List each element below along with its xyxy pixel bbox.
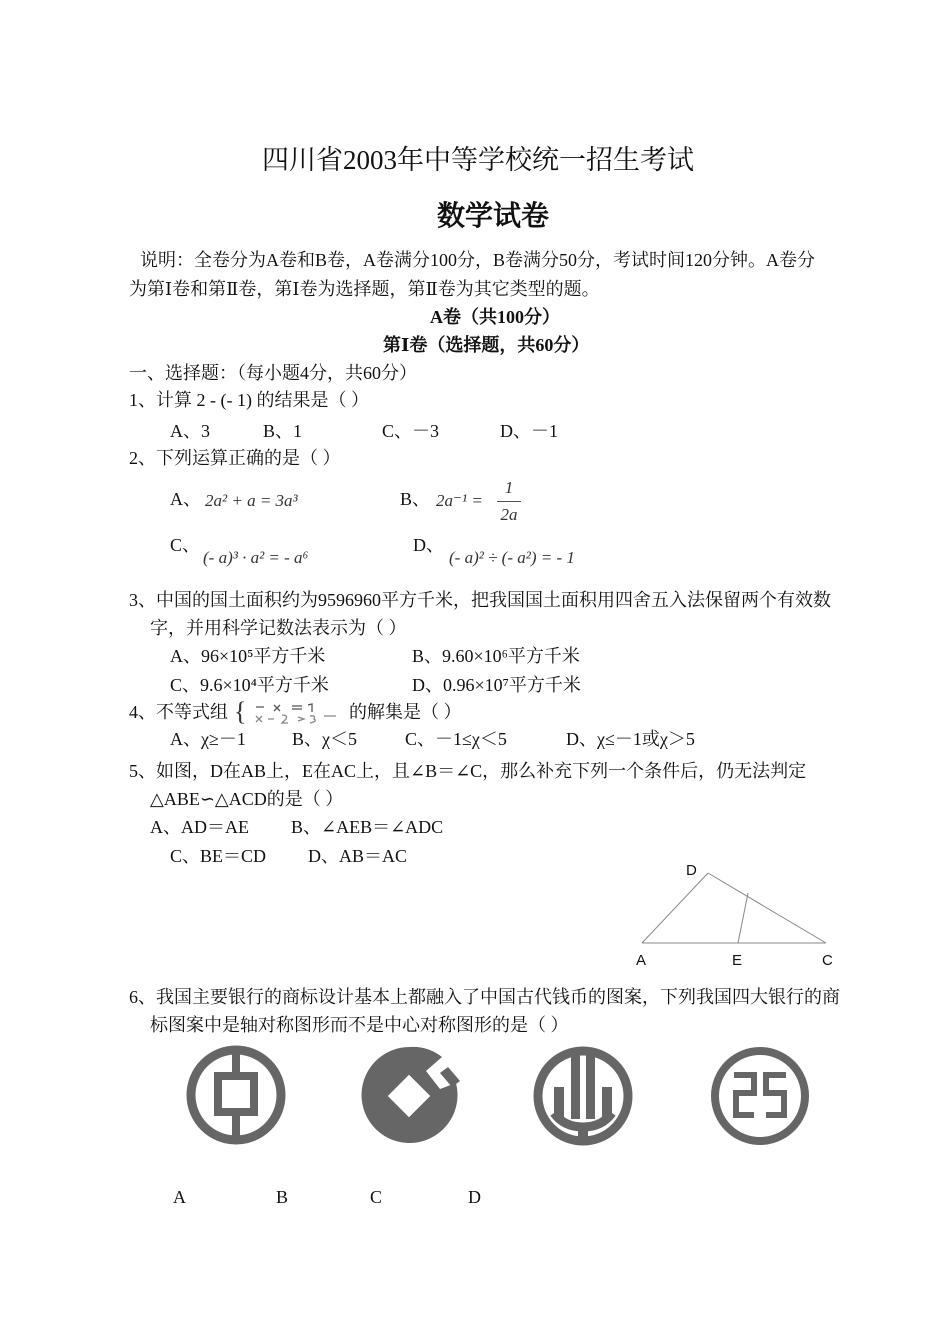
part-1-heading: 第Ⅰ卷（选择题，共60分） — [383, 335, 590, 355]
q6-stem-line-1: 6、我国主要银行的商标设计基本上都融入了中国古代钱币的图案，下列我国四大银行的商 — [129, 987, 840, 1007]
inequality-system-brace: { — [234, 697, 247, 726]
fraction-bar — [497, 501, 521, 502]
section-a-heading: A卷（共100分） — [430, 307, 560, 327]
q4-option-a: A、χ≥－1 — [170, 729, 246, 749]
logo-label-a: A — [173, 1187, 186, 1207]
intro-line-1: 说明：全卷分为A卷和B卷，A卷满分100分，B卷满分50分，考试时间120分钟。A卷分 — [140, 250, 816, 270]
q3-stem-line-2: 字，并用科学记数法表示为（ ） — [150, 618, 407, 638]
logo-label-d: D — [468, 1187, 481, 1207]
q4-stem-prefix: 4、不等式组 — [129, 702, 228, 722]
q5-option-c: C、BE＝CD — [170, 846, 267, 866]
q3-option-d: D、0.96×10⁷平方千米 — [412, 675, 581, 695]
q1-option-d: D、－1 — [500, 421, 558, 441]
q1-option-c: C、－3 — [382, 421, 440, 441]
figure-label-a: A — [636, 952, 647, 969]
logo-label-b: B — [276, 1187, 289, 1207]
q2-option-c-label: C、 — [170, 535, 201, 555]
q4-option-b: B、χ＜5 — [292, 729, 357, 749]
q1-stem: 1、计算 2 - (- 1) 的结果是（ ） — [129, 390, 369, 410]
q1-option-a: A、3 — [170, 421, 210, 441]
q2-option-b-expr: 2a⁻¹ = — [436, 491, 483, 510]
section-heading: 一、选择题：（每小题4分，共60分） — [129, 363, 417, 383]
inequality-system-graphic — [252, 702, 348, 724]
exam-title: 四川省2003年中等学校统一招生考试 — [262, 145, 694, 175]
q4-option-d: D、χ≤－1或χ＞5 — [566, 729, 695, 749]
exam-subtitle: 数学试卷 — [437, 201, 550, 232]
q2-option-a-expr: 2a² + a = 3a³ — [205, 491, 298, 510]
figure-label-d: D — [686, 862, 697, 879]
q2-stem: 2、下列运算正确的是（ ） — [129, 448, 341, 468]
logo-label-c: C — [370, 1187, 383, 1207]
q2-option-b-label: B、 — [400, 489, 431, 509]
q2-option-d-expr: (- a)² ÷ (- a²) = - 1 — [449, 548, 575, 567]
q5-stem-line-1: 5、如图，D在AB上，E在AC上，且∠B＝∠C，那么补充下列一个条件后，仍无法判定 — [129, 761, 807, 781]
q5-option-b: B、∠AEB＝∠ADC — [291, 817, 444, 837]
segment-be — [738, 893, 748, 943]
q5-option-d: D、AB＝AC — [308, 846, 408, 866]
q3-option-c: C、9.6×10⁴平方千米 — [170, 675, 329, 695]
intro-line-2: 为第Ⅰ卷和第Ⅱ卷，第Ⅰ卷为选择题，第Ⅱ卷为其它类型的题。 — [129, 279, 600, 299]
q5-stem-line-2: △ABE∽△ACD的是（ ） — [150, 789, 344, 809]
agricultural-bank-logo — [530, 1043, 636, 1149]
q2-option-a-label: A、 — [170, 489, 201, 509]
q3-stem-line-1: 3、中国的国土面积约为9596960平方千米，把我国国土面积用四舍五入法保留两个有效数 — [129, 590, 831, 610]
q3-option-a: A、96×10⁵平方千米 — [170, 646, 326, 666]
segment-ad — [642, 873, 708, 943]
icbc-logo — [708, 1043, 812, 1149]
bank-of-china-logo — [184, 1043, 288, 1147]
q4-stem-suffix: 的解集是（ ） — [349, 702, 462, 722]
q6-stem-line-2: 标图案中是轴对称图形而不是中心对称图形的是（ ） — [150, 1015, 569, 1035]
figure-label-c: C — [822, 952, 833, 969]
q3-option-b: B、9.60×10⁶平方千米 — [412, 646, 580, 666]
q1-option-b: B、1 — [263, 421, 303, 441]
triangle-figure — [630, 855, 840, 969]
segment-dc — [708, 873, 826, 943]
q4-option-c: C、－1≤χ＜5 — [405, 729, 507, 749]
q5-option-a: A、AD＝AE — [150, 817, 249, 837]
q2-option-b-numerator: 1 — [504, 478, 514, 497]
q2-option-c-expr: (- a)³ · a² = - a⁶ — [203, 548, 309, 567]
figure-label-e: E — [732, 952, 743, 969]
construction-bank-logo — [356, 1043, 464, 1147]
q2-option-d-label: D、 — [413, 535, 444, 555]
q2-option-b-denominator: 2a — [500, 505, 518, 524]
